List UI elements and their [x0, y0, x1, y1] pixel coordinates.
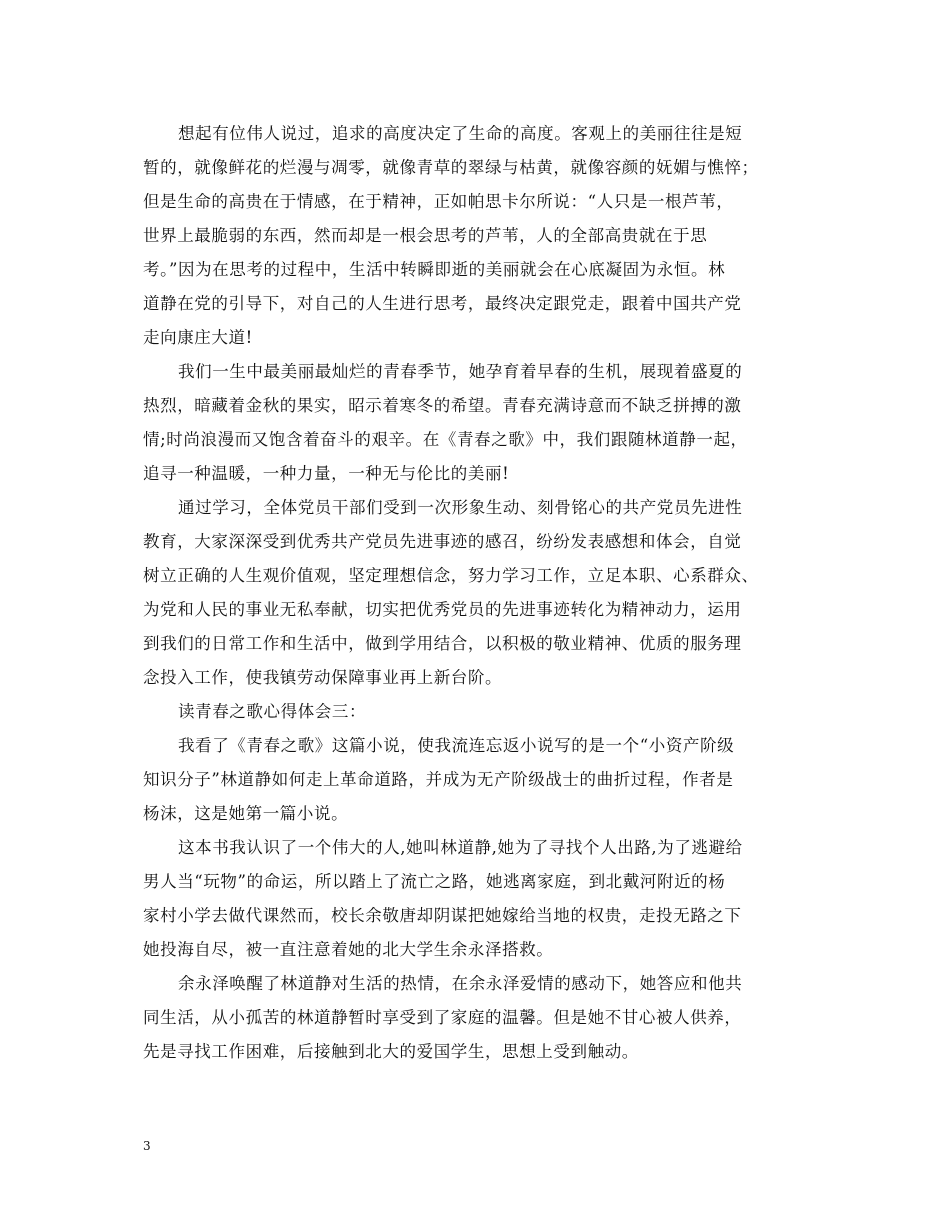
text-line: 余永泽唤醒了林道静对生活的热情，在余永泽爱情的感动下，她答应和他共 [178, 974, 743, 993]
text-line: 道静在党的引导下，对自己的人生进行思考，最终决定跟党走，跟着中国共产党 [143, 294, 742, 313]
text-line: 情;时尚浪漫而又饱含着奋斗的艰辛。在《青春之歌》中，我们跟随林道静一起， [143, 430, 748, 449]
text-line: 追寻一种温暖，一种力量，一种无与伦比的美丽! [143, 464, 510, 483]
text-line: 但是生命的高贵在于情感，在于精神，正如帕思卡尔所说：“人只是一根芦苇， [143, 192, 734, 211]
page-number: 3 [143, 1139, 151, 1153]
text-line: 树立正确的人生观价值观，坚定理想信念，努力学习工作，立足本职、心系群众、 [143, 566, 759, 585]
text-line: 走向康庄大道! [143, 328, 253, 347]
text-line: 杨沫，这是她第一篇小说。 [143, 804, 349, 823]
text-line: 世界上最脆弱的东西，然而却是一根会思考的芦苇，人的全部高贵就在于思 [143, 226, 708, 245]
text-line: 我看了《青春之歌》这篇小说，使我流连忘返小说写的是一个“小资产阶级 [178, 736, 735, 755]
body-text [143, 117, 819, 1069]
text-line: 这本书我认识了一个伟大的人,她叫林道静,她为了寻找个人出路,为了逃避给 [178, 838, 743, 857]
text-line: 知识分子”林道静如何走上革命道路，并成为无产阶级战士的曲折过程，作者是 [143, 770, 734, 789]
text-line: 念投入工作，使我镇劳动保障事业再上新台阶。 [143, 668, 503, 687]
text-line: 教育，大家深深受到优秀共产党员先进事迹的感召，纷纷发表感想和体会，自觉 [143, 532, 742, 551]
text-line: 同生活，从小孤苦的林道静暂时享受到了家庭的温馨。但是她不甘心被人供养， [143, 1008, 742, 1027]
text-line: 通过学习，全体党员干部们受到一次形象生动、刻骨铭心的共产党员先进性 [178, 498, 743, 517]
text-line: 想起有位伟人说过，追求的高度决定了生命的高度。客观上的美丽往往是短 [178, 124, 743, 143]
text-line: 到我们的日常工作和生活中，做到学用结合，以积极的敬业精神、优质的服务理 [143, 634, 742, 653]
text-line: 先是寻找工作困难，后接触到北大的爱国学生，思想上受到触动。 [143, 1042, 639, 1061]
text-line: 我们一生中最美丽最灿烂的青春季节，她孕育着早春的生机，展现着盛夏的 [178, 362, 743, 381]
text-line: 考。”因为在思考的过程中，生活中转瞬即逝的美丽就会在心底凝固为永恒。林 [143, 260, 726, 279]
text-line: 为党和人民的事业无私奉献，切实把优秀党员的先进事迹转化为精神动力，运用 [143, 600, 742, 619]
text-line: 家村小学去做代课然而，校长余敬唐却阴谋把她嫁给当地的权贵，走投无路之下 [143, 906, 742, 925]
text-line: 暂的，就像鲜花的烂漫与凋零，就像青草的翠绿与枯黄，就像容颜的妩媚与憔悴； [143, 158, 759, 177]
text-line: 她投海自尽，被一直注意着她的北大学生余永泽搭救。 [143, 940, 554, 959]
text-line: 读青春之歌心得体会三： [178, 702, 367, 721]
text-line: 热烈，暗藏着金秋的果实，昭示着寒冬的希望。青春充满诗意而不缺乏拼搏的激 [143, 396, 742, 415]
text-line: 男人当“玩物”的命运，所以踏上了流亡之路，她逃离家庭，到北戴河附近的杨 [143, 872, 726, 891]
